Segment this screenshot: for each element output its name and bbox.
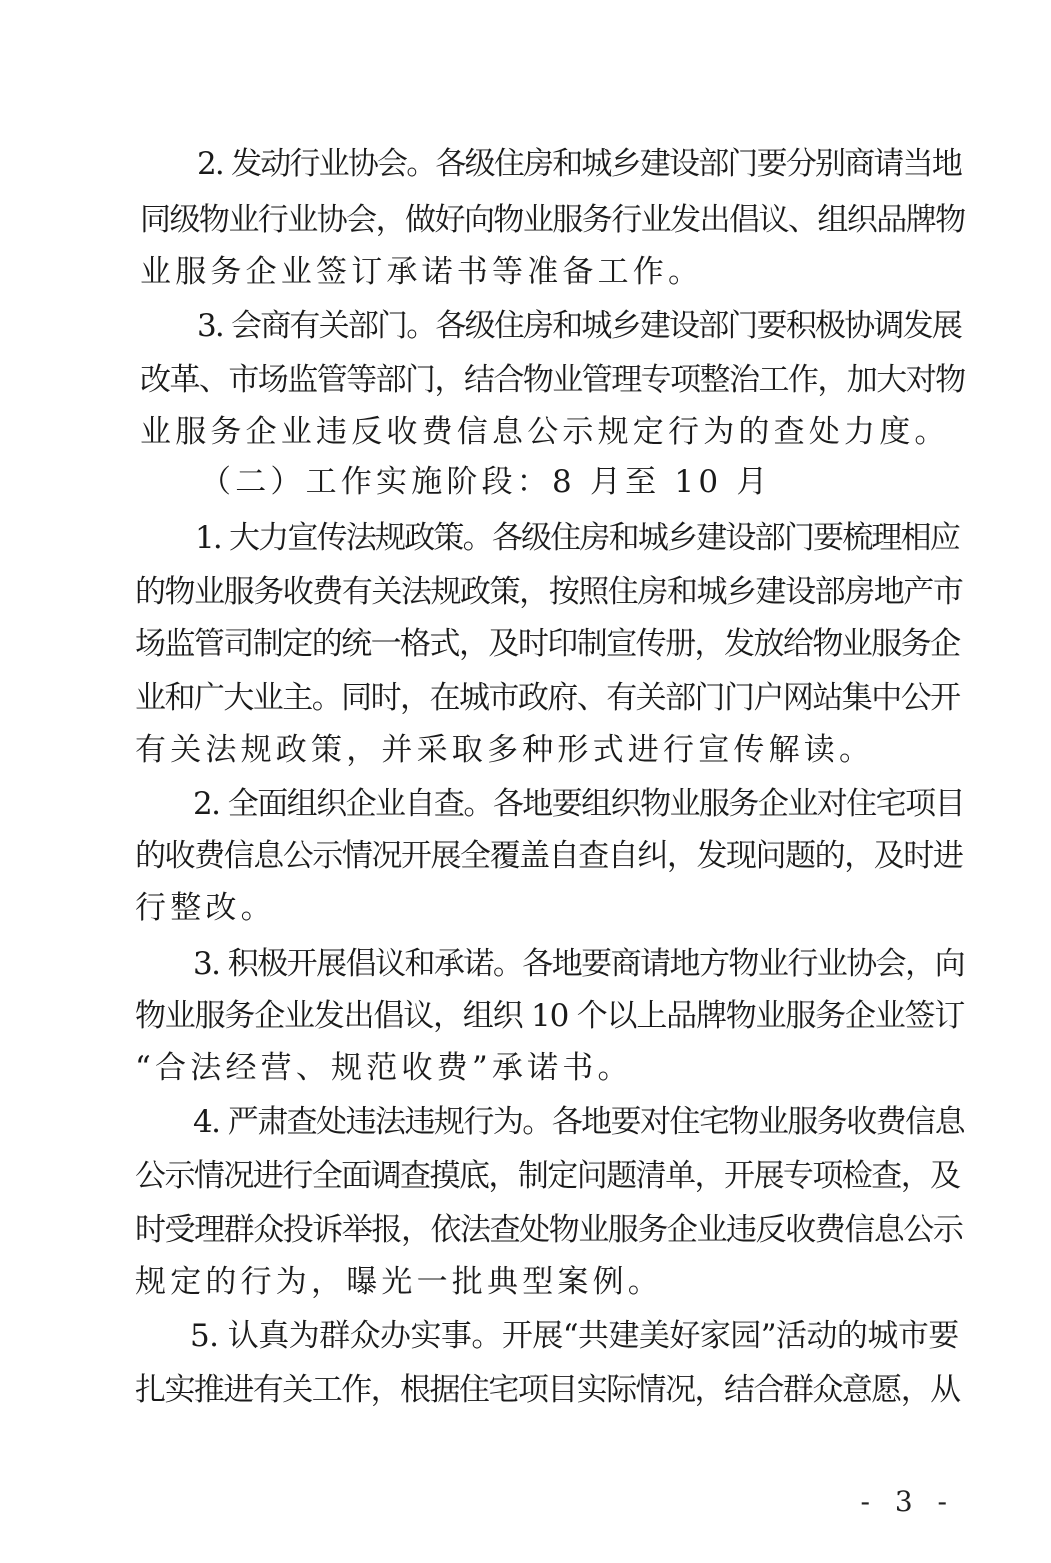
text-line: 场监管司制定的统一格式，及时印制宣传册，发放给物业服务企 [135,626,960,662]
text-line: 时受理群众投诉举报，依法查处物业服务企业违反收费信息公示 [135,1212,963,1248]
text-line: 业和广大业主。同时，在城市政府、有关部门门户网站集中公开 [135,680,960,716]
text-line: 扎实推进有关工作，根据住宅项目实际情况，结合群众意愿，从 [135,1372,960,1408]
text-line: 5. 认真为群众办实事。开展“共建美好家园”活动的城市要 [190,1318,959,1354]
text-line: 的物业服务收费有关法规政策，按照住房和城乡建设部房地产市 [135,574,963,610]
text-line: 公示情况进行全面调查摸底，制定问题清单，开展专项检查，及 [135,1158,960,1194]
text-line: 有关法规政策，并采取多种形式进行宣传解读。 [135,732,875,768]
text-line: 规定的行为，曝光一批典型案例。 [135,1264,663,1300]
text-line: “合法经营、规范收费”承诺书。 [135,1050,633,1086]
section-heading: （二）工作实施阶段：8 月至 10 月 [200,464,772,500]
text-line: 同级物业行业协会，做好向物业服务行业发出倡议、组织品牌物 [140,202,965,238]
text-line: 3. 会商有关部门。各级住房和城乡建设部门要积极协调发展 [197,308,962,344]
text-line: 3. 积极开展倡议和承诺。各地要商请地方物业行业协会，向 [193,946,965,982]
page-number: - 3 - [860,1485,955,1518]
text-line: 物业服务企业发出倡议，组织 10 个以上品牌物业服务企业签订 [135,998,965,1034]
text-line: 改革、市场监管等部门，结合物业管理专项整治工作，加大对物 [140,362,965,398]
text-line: 业服务企业违反收费信息公示规定行为的查处力度。 [140,414,950,450]
text-line: 2. 发动行业协会。各级住房和城乡建设部门要分别商请当地 [197,146,962,182]
text-line: 2. 全面组织企业自查。各地要组织物业服务企业对住宅项目 [193,786,965,822]
text-line: 的收费信息公示情况开展全覆盖自查自纠，发现问题的，及时进 [135,838,963,874]
text-line: 4. 严肃查处违法违规行为。各地要对住宅物业服务收费信息 [193,1104,965,1140]
text-line: 行整改。 [135,890,276,926]
text-line: 1. 大力宣传法规政策。各级住房和城乡建设部门要梳理相应 [195,520,960,556]
text-line: 业服务企业签订承诺书等准备工作。 [140,254,704,290]
